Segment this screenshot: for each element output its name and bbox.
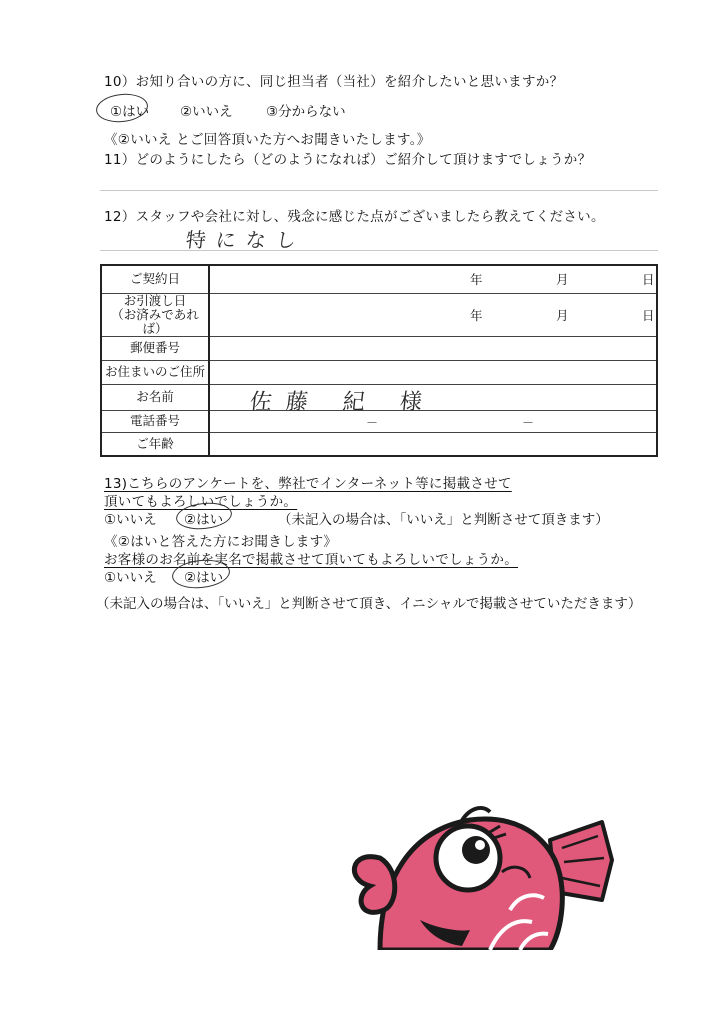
phone-label: 電話番号 xyxy=(101,410,209,432)
q13b-note: （未記入の場合は、「いいえ」と判断させて頂き、イニシャルで掲載させていただきます） xyxy=(96,596,642,612)
name-field[interactable] xyxy=(209,384,657,415)
customer-info-table xyxy=(100,264,658,457)
contract-day-unit: 日 xyxy=(642,272,655,288)
q13b-question: お客様のお名前を実名で掲載させて頂いてもよろしいでしょうか。 xyxy=(104,552,518,568)
postal-code-label: 郵便番号 xyxy=(101,336,209,360)
q10-option-yes[interactable]: ①はい xyxy=(110,104,150,120)
q13-note: （未記入の場合は、「いいえ」と判断させて頂きます） xyxy=(278,512,609,528)
q12-answer[interactable]: 特になし xyxy=(184,228,308,252)
postal-code-field[interactable] xyxy=(209,336,657,360)
q10-option-unknown[interactable]: ③分からない xyxy=(266,104,346,120)
q13b-option-yes[interactable]: ②はい xyxy=(184,570,224,586)
q13-question-line1: 13)こちらのアンケートを、弊社でインターネット等に掲載させて xyxy=(104,476,512,492)
phone-dash-2: － xyxy=(522,415,535,430)
table-row-phone xyxy=(101,410,657,432)
sea-bream-mascot-icon xyxy=(340,800,630,950)
name-label: お名前 xyxy=(101,384,209,410)
delivery-day-unit: 日 xyxy=(642,307,655,323)
phone-field[interactable] xyxy=(209,410,657,432)
q13b-header: 《②はいと答えた方にお聞きします》 xyxy=(104,534,338,550)
address-field[interactable] xyxy=(209,360,657,384)
table-row-address xyxy=(101,360,657,384)
name-value: 佐藤 紀 様 xyxy=(248,389,438,415)
q13-option-yes[interactable]: ②はい xyxy=(184,512,224,528)
age-field[interactable] xyxy=(209,432,657,456)
q11-answer-line[interactable] xyxy=(100,190,658,191)
contract-date-label: ご契約日 xyxy=(101,265,209,293)
table-row-name xyxy=(101,384,657,410)
address-label: お住まいのご住所 xyxy=(101,360,209,384)
q13-question-line2: 頂いてもよろしいでしょうか。 xyxy=(104,494,298,510)
note-for-no: 《②いいえ とご回答頂いた方へお聞きいたします。》 xyxy=(104,132,431,148)
q11-question: 11）どのようにしたら（どのようになれば）ご紹介して頂けますでしょうか？ xyxy=(104,152,592,168)
contract-date-field[interactable] xyxy=(209,265,657,293)
q13b-option-no[interactable]: ①いいえ xyxy=(104,570,157,586)
q13-option-no[interactable]: ①いいえ xyxy=(104,512,157,528)
table-row-delivery-date xyxy=(101,293,657,336)
delivery-year-unit: 年 xyxy=(470,307,483,323)
delivery-date-field[interactable] xyxy=(209,293,657,336)
age-label: ご年齢 xyxy=(101,432,209,456)
table-row-age xyxy=(101,432,657,456)
delivery-date-label: お引渡し日 （お済みであれば） xyxy=(101,293,209,336)
table-row-contract-date xyxy=(101,265,657,293)
contract-year-unit: 年 xyxy=(470,272,483,288)
q10-option-no[interactable]: ②いいえ xyxy=(180,104,233,120)
delivery-month-unit: 月 xyxy=(556,307,569,323)
table-row-postal-code xyxy=(101,336,657,360)
phone-dash-1: － xyxy=(366,415,379,430)
q10-question: 10）お知り合いの方に、同じ担当者（当社）を紹介したいと思いますか？ xyxy=(104,74,564,90)
q12-question: 12）スタッフや会社に対し、残念に感じた点がございましたら教えてください。 xyxy=(104,209,605,225)
contract-month-unit: 月 xyxy=(556,272,569,288)
q12-answer-line xyxy=(100,250,658,251)
